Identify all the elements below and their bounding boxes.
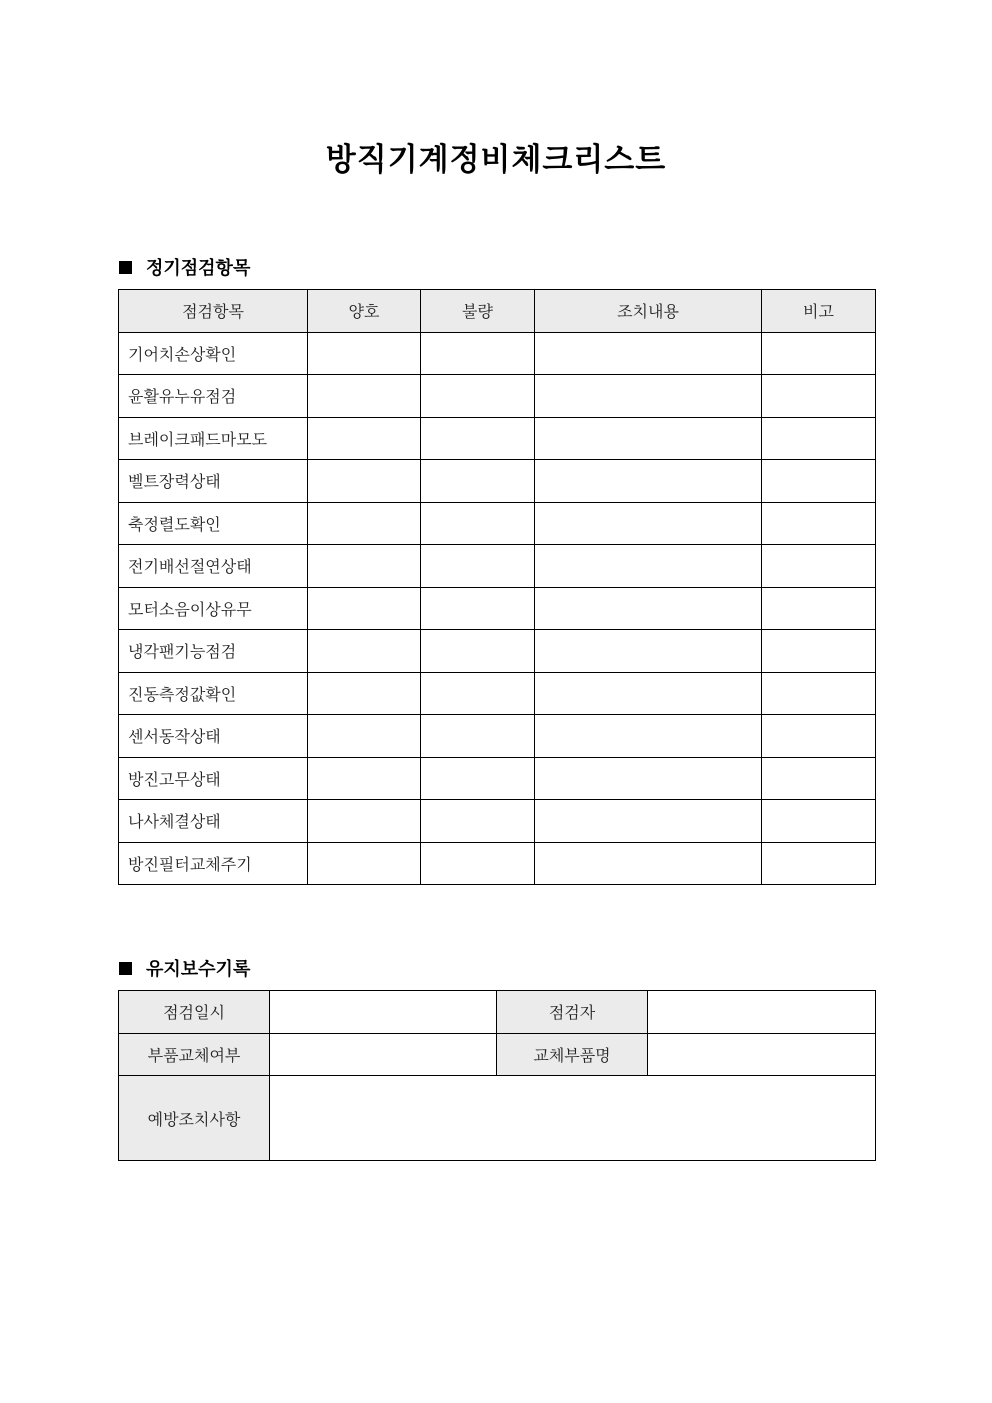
bad-check-cell[interactable]: [421, 800, 535, 843]
label-preventive-actions: 예방조치사항: [119, 1076, 270, 1161]
field-part-replaced[interactable]: [270, 1033, 497, 1076]
action-cell[interactable]: [535, 460, 762, 503]
column-header-bad: 불량: [421, 290, 535, 333]
bad-check-cell[interactable]: [421, 630, 535, 673]
bad-check-cell[interactable]: [421, 460, 535, 503]
maintenance-table: [118, 990, 876, 1161]
item-cell: 전기배선절연상태: [119, 545, 308, 588]
item-cell: 방진필터교체주기: [119, 842, 308, 885]
bad-check-cell[interactable]: [421, 715, 535, 758]
item-cell: 윤활유누유점검: [119, 375, 308, 418]
good-check-cell[interactable]: [308, 545, 421, 588]
bad-check-cell[interactable]: [421, 757, 535, 800]
square-bullet-icon: [119, 261, 132, 274]
action-cell[interactable]: [535, 800, 762, 843]
note-cell[interactable]: [762, 715, 876, 758]
good-check-cell[interactable]: [308, 672, 421, 715]
field-replaced-part-name[interactable]: [648, 1033, 876, 1076]
good-check-cell[interactable]: [308, 630, 421, 673]
note-cell[interactable]: [762, 672, 876, 715]
action-cell[interactable]: [535, 545, 762, 588]
note-cell[interactable]: [762, 332, 876, 375]
good-check-cell[interactable]: [308, 332, 421, 375]
good-check-cell[interactable]: [308, 715, 421, 758]
action-cell[interactable]: [535, 842, 762, 885]
item-cell: 축정렬도확인: [119, 502, 308, 545]
column-header-action: 조치내용: [535, 290, 762, 333]
label-replaced-part-name: 교체부품명: [497, 1033, 648, 1076]
good-check-cell[interactable]: [308, 800, 421, 843]
field-preventive-actions[interactable]: [270, 1076, 876, 1161]
section-heading-maintenance: [119, 955, 250, 981]
table-row: [119, 715, 876, 758]
inspection-table: [118, 289, 876, 885]
table-row: [119, 375, 876, 418]
table-row: [119, 672, 876, 715]
action-cell[interactable]: [535, 715, 762, 758]
column-header-good: 양호: [308, 290, 421, 333]
note-cell[interactable]: [762, 800, 876, 843]
action-cell[interactable]: [535, 332, 762, 375]
table-row: [119, 630, 876, 673]
item-cell: 브레이크패드마모도: [119, 417, 308, 460]
note-cell[interactable]: [762, 417, 876, 460]
action-cell[interactable]: [535, 375, 762, 418]
good-check-cell[interactable]: [308, 842, 421, 885]
action-cell[interactable]: [535, 630, 762, 673]
action-cell[interactable]: [535, 757, 762, 800]
note-cell[interactable]: [762, 375, 876, 418]
column-header-note: 비고: [762, 290, 876, 333]
note-cell[interactable]: [762, 502, 876, 545]
action-cell[interactable]: [535, 502, 762, 545]
note-cell[interactable]: [762, 842, 876, 885]
item-cell: 냉각팬기능점검: [119, 630, 308, 673]
item-cell: 나사체결상태: [119, 800, 308, 843]
section-heading-text: 정기점검항목: [146, 258, 251, 279]
table-row: [119, 460, 876, 503]
table-row: [119, 332, 876, 375]
note-cell[interactable]: [762, 460, 876, 503]
table-row: [119, 502, 876, 545]
table-row: [119, 417, 876, 460]
good-check-cell[interactable]: [308, 502, 421, 545]
label-part-replaced: 부품교체여부: [119, 1033, 270, 1076]
action-cell[interactable]: [535, 672, 762, 715]
field-inspection-date[interactable]: [270, 991, 497, 1034]
bad-check-cell[interactable]: [421, 842, 535, 885]
section-heading-inspection: [119, 254, 250, 280]
field-inspector[interactable]: [648, 991, 876, 1034]
bad-check-cell[interactable]: [421, 545, 535, 588]
item-cell: 모터소음이상유무: [119, 587, 308, 630]
bad-check-cell[interactable]: [421, 332, 535, 375]
good-check-cell[interactable]: [308, 587, 421, 630]
section-heading-text: 유지보수기록: [146, 959, 251, 980]
bad-check-cell[interactable]: [421, 502, 535, 545]
label-inspection-date: 점검일시: [119, 991, 270, 1034]
bad-check-cell[interactable]: [421, 375, 535, 418]
note-cell[interactable]: [762, 757, 876, 800]
item-cell: 진동측정값확인: [119, 672, 308, 715]
good-check-cell[interactable]: [308, 757, 421, 800]
document-title: 방직기계정비체크리스트: [325, 142, 667, 178]
note-cell[interactable]: [762, 630, 876, 673]
table-row: [119, 800, 876, 843]
table-row: [119, 842, 876, 885]
table-row: [119, 757, 876, 800]
good-check-cell[interactable]: [308, 375, 421, 418]
item-cell: 방진고무상태: [119, 757, 308, 800]
item-cell: 기어치손상확인: [119, 332, 308, 375]
item-cell: 벨트장력상태: [119, 460, 308, 503]
note-cell[interactable]: [762, 545, 876, 588]
bad-check-cell[interactable]: [421, 417, 535, 460]
column-header-item: 점검항목: [119, 290, 308, 333]
good-check-cell[interactable]: [308, 417, 421, 460]
good-check-cell[interactable]: [308, 460, 421, 503]
action-cell[interactable]: [535, 587, 762, 630]
table-row: [119, 587, 876, 630]
note-cell[interactable]: [762, 587, 876, 630]
square-bullet-icon: [119, 962, 132, 975]
bad-check-cell[interactable]: [421, 587, 535, 630]
action-cell[interactable]: [535, 417, 762, 460]
bad-check-cell[interactable]: [421, 672, 535, 715]
label-inspector: 점검자: [497, 991, 648, 1034]
table-row: [119, 545, 876, 588]
item-cell: 센서동작상태: [119, 715, 308, 758]
